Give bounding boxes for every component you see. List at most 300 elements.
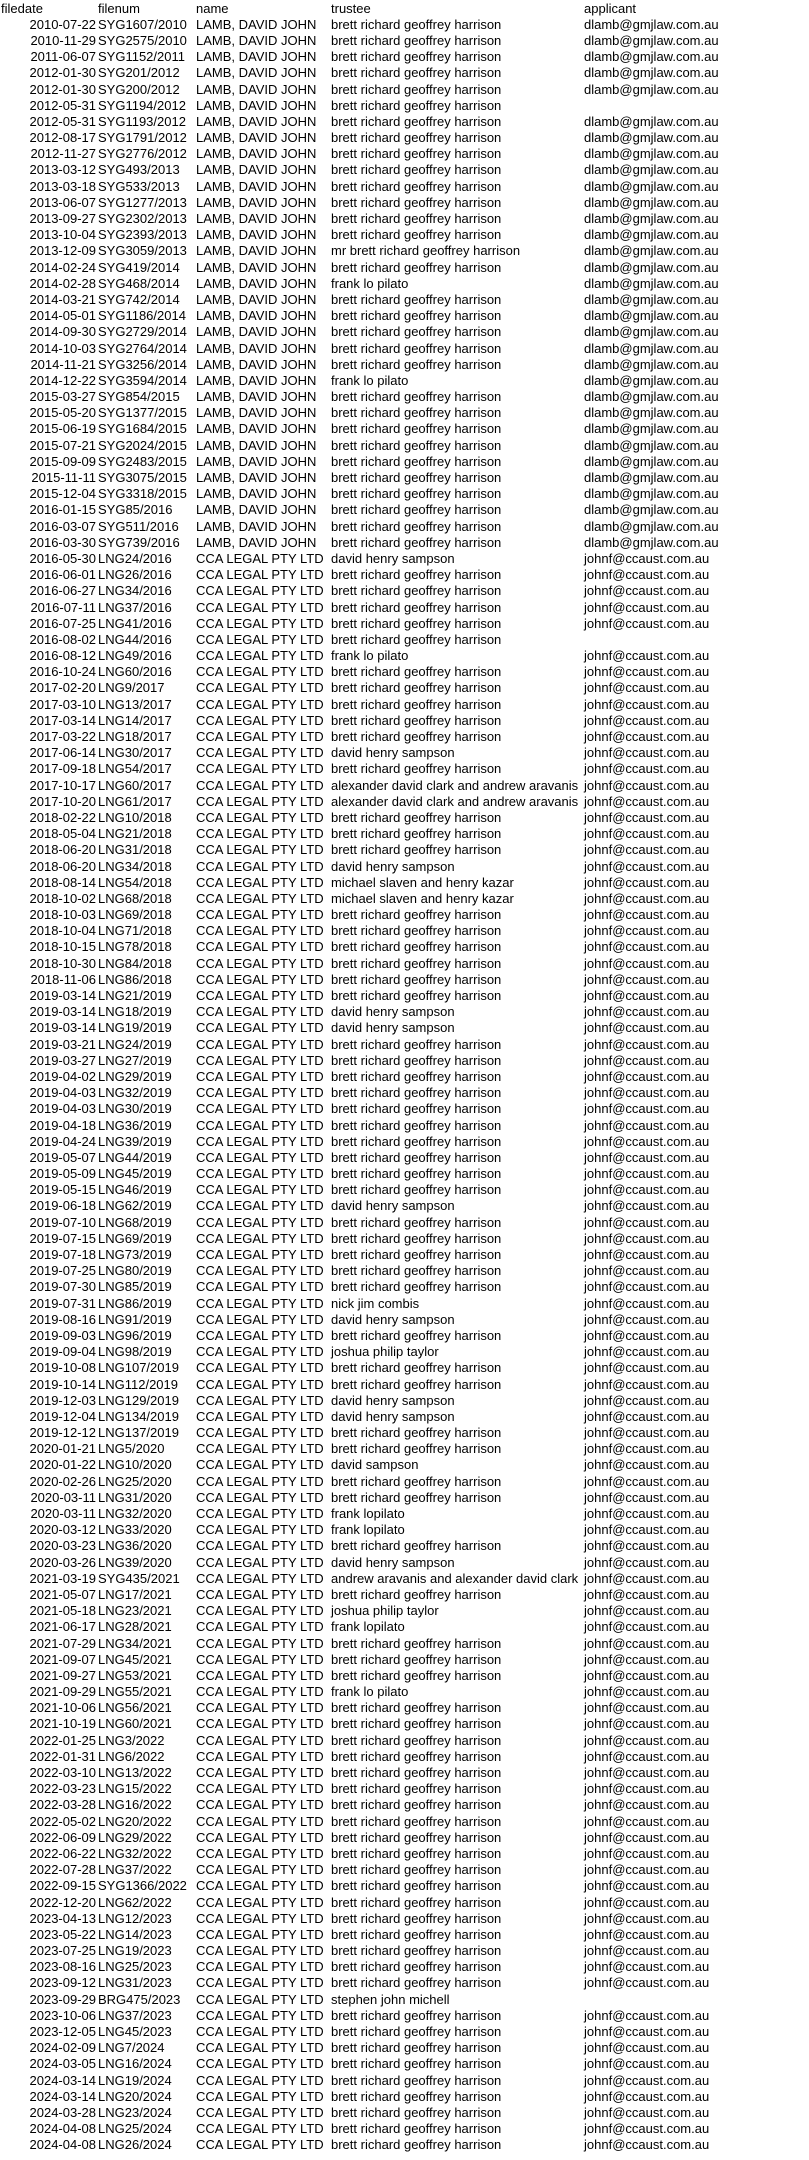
table-row (0, 308, 740, 324)
filenum-cell: LNG85/2019 (98, 1279, 172, 1295)
applicant-cell: johnf@ccaust.com.au (584, 1489, 710, 1505)
table-row (0, 615, 740, 631)
name-cell: LAMB, DAVID JOHN (196, 372, 317, 388)
trustee-cell: brett richard geoffrey harrison (331, 939, 502, 955)
name-cell: CCA LEGAL PTY LTD (196, 615, 324, 631)
table-row (0, 1004, 740, 1020)
name-cell: CCA LEGAL PTY LTD (196, 680, 324, 696)
trustee-cell: brett richard geoffrey harrison (331, 97, 502, 113)
filedate-cell: 2020-03-11 (30, 1506, 96, 1522)
filenum-cell: SYG511/2016 (98, 518, 179, 534)
filedate-cell: 2022-07-28 (29, 1862, 96, 1878)
applicant-cell: johnf@ccaust.com.au (584, 793, 710, 809)
filedate-cell: 2016-05-30 (29, 550, 96, 566)
name-cell: CCA LEGAL PTY LTD (196, 1198, 324, 1214)
name-cell: CCA LEGAL PTY LTD (196, 599, 324, 615)
trustee-cell: brett richard geoffrey harrison (331, 113, 502, 129)
name-cell: CCA LEGAL PTY LTD (196, 793, 324, 809)
trustee-cell: david henry sampson (331, 1408, 455, 1424)
table-row (0, 32, 740, 48)
trustee-cell: brett richard geoffrey harrison (331, 534, 502, 550)
table-row (0, 1392, 740, 1408)
applicant-cell: johnf@ccaust.com.au (584, 1182, 710, 1198)
trustee-cell: brett richard geoffrey harrison (331, 1230, 502, 1246)
table-row (0, 858, 740, 874)
name-cell: LAMB, DAVID JOHN (196, 259, 317, 275)
table-row (0, 1943, 740, 1959)
filenum-cell: LNG3/2022 (98, 1732, 165, 1748)
filenum-cell: LNG26/2024 (98, 2137, 172, 2153)
trustee-cell: brett richard geoffrey harrison (331, 680, 502, 696)
trustee-cell: brett richard geoffrey harrison (331, 1085, 502, 1101)
table-row (0, 1279, 740, 1295)
trustee-cell: brett richard geoffrey harrison (331, 1214, 502, 1230)
name-cell: CCA LEGAL PTY LTD (196, 2024, 324, 2040)
filenum-cell: LNG55/2021 (98, 1684, 172, 1700)
filenum-cell: LNG18/2019 (98, 1004, 172, 1020)
name-cell: CCA LEGAL PTY LTD (196, 2007, 324, 2023)
filenum-cell: LNG16/2024 (98, 2056, 172, 2072)
filenum-cell: LNG21/2018 (98, 826, 172, 842)
filedate-cell: 2024-04-08 (29, 2121, 96, 2137)
filedate-cell: 2015-12-04 (29, 486, 96, 502)
name-cell: CCA LEGAL PTY LTD (196, 988, 324, 1004)
trustee-cell: brett richard geoffrey harrison (331, 1651, 502, 1667)
table-row (0, 49, 740, 65)
filenum-cell: SYG2393/2013 (98, 227, 187, 243)
filenum-cell: LNG19/2019 (98, 1020, 172, 1036)
filenum-cell: LNG30/2019 (98, 1101, 172, 1117)
name-cell: CCA LEGAL PTY LTD (196, 1813, 324, 1829)
filenum-cell: LNG33/2020 (98, 1522, 172, 1538)
table-row (0, 1959, 740, 1975)
table-row (0, 1408, 740, 1424)
table-row (0, 1554, 740, 1570)
filenum-cell: LNG29/2019 (98, 1068, 172, 1084)
applicant-cell: johnf@ccaust.com.au (584, 1700, 710, 1716)
filedate-cell: 2014-02-28 (29, 275, 96, 291)
filedate-cell: 2018-10-30 (29, 955, 96, 971)
trustee-cell: mr brett richard geoffrey harrison (331, 243, 521, 259)
header-filenum: filenum (98, 0, 140, 16)
table-row (0, 1327, 740, 1343)
name-cell: CCA LEGAL PTY LTD (196, 1700, 324, 1716)
filenum-cell: LNG12/2023 (98, 1910, 172, 1926)
table-row (0, 567, 740, 583)
filenum-cell: SYG419/2014 (98, 259, 180, 275)
name-cell: CCA LEGAL PTY LTD (196, 729, 324, 745)
applicant-cell: johnf@ccaust.com.au (584, 2040, 710, 2056)
table-row (0, 130, 740, 146)
applicant-cell: johnf@ccaust.com.au (584, 1230, 710, 1246)
table-row (0, 1489, 740, 1505)
filedate-cell: 2022-03-10 (29, 1765, 96, 1781)
applicant-cell: johnf@ccaust.com.au (584, 1651, 710, 1667)
trustee-cell: brett richard geoffrey harrison (331, 2007, 502, 2023)
table-row (0, 65, 740, 81)
trustee-cell: frank lopilato (331, 1619, 405, 1635)
table-row (0, 1117, 740, 1133)
name-cell: CCA LEGAL PTY LTD (196, 907, 324, 923)
name-cell: CCA LEGAL PTY LTD (196, 1667, 324, 1683)
applicant-cell: dlamb@gmjlaw.com.au (584, 291, 719, 307)
applicant-cell: dlamb@gmjlaw.com.au (584, 389, 719, 405)
applicant-cell: johnf@ccaust.com.au (584, 1263, 710, 1279)
applicant-cell: johnf@ccaust.com.au (584, 1085, 710, 1101)
trustee-cell: brett richard geoffrey harrison (331, 1101, 502, 1117)
filedate-cell: 2015-09-09 (29, 453, 96, 469)
trustee-cell: brett richard geoffrey harrison (331, 1765, 502, 1781)
trustee-cell: brett richard geoffrey harrison (331, 1117, 502, 1133)
filenum-cell: SYG468/2014 (98, 275, 180, 291)
filedate-cell: 2019-04-02 (29, 1068, 96, 1084)
name-cell: CCA LEGAL PTY LTD (196, 842, 324, 858)
applicant-cell: dlamb@gmjlaw.com.au (584, 16, 719, 32)
trustee-cell: brett richard geoffrey harrison (331, 1781, 502, 1797)
filedate-cell: 2018-05-04 (29, 826, 96, 842)
applicant-cell: johnf@ccaust.com.au (584, 1473, 710, 1489)
trustee-cell: david henry sampson (331, 1554, 455, 1570)
name-cell: LAMB, DAVID JOHN (196, 340, 317, 356)
trustee-cell: brett richard geoffrey harrison (331, 1279, 502, 1295)
trustee-cell: david henry sampson (331, 745, 455, 761)
trustee-cell: david henry sampson (331, 550, 455, 566)
table-row (0, 1538, 740, 1554)
table-row (0, 372, 740, 388)
table-row (0, 1570, 740, 1586)
trustee-cell: brett richard geoffrey harrison (331, 923, 502, 939)
filedate-cell: 2012-08-17 (29, 130, 96, 146)
filedate-cell: 2020-03-23 (29, 1538, 96, 1554)
table-row (0, 1068, 740, 1084)
applicant-cell: johnf@ccaust.com.au (584, 1813, 710, 1829)
table-row (0, 1344, 740, 1360)
trustee-cell: joshua philip taylor (331, 1603, 439, 1619)
name-cell: CCA LEGAL PTY LTD (196, 1894, 324, 1910)
filenum-cell: SYG1277/2013 (98, 194, 187, 210)
table-row (0, 1845, 740, 1861)
applicant-cell: johnf@ccaust.com.au (584, 583, 710, 599)
filenum-cell: LNG37/2016 (98, 599, 172, 615)
table-row (0, 1748, 740, 1764)
applicant-cell: johnf@ccaust.com.au (584, 777, 710, 793)
name-cell: LAMB, DAVID JOHN (196, 291, 317, 307)
table-row (0, 793, 740, 809)
applicant-cell: johnf@ccaust.com.au (584, 907, 710, 923)
applicant-cell: dlamb@gmjlaw.com.au (584, 502, 719, 518)
name-cell: CCA LEGAL PTY LTD (196, 1425, 324, 1441)
trustee-cell: brett richard geoffrey harrison (331, 599, 502, 615)
filenum-cell: SYG2764/2014 (98, 340, 187, 356)
table-row (0, 874, 740, 890)
filenum-cell: LNG25/2024 (98, 2121, 172, 2137)
name-cell: CCA LEGAL PTY LTD (196, 874, 324, 890)
filenum-cell: LNG32/2022 (98, 1845, 172, 1861)
trustee-cell: brett richard geoffrey harrison (331, 1263, 502, 1279)
filedate-cell: 2014-09-30 (29, 324, 96, 340)
trustee-cell: brett richard geoffrey harrison (331, 1829, 502, 1845)
table-row (0, 1716, 740, 1732)
name-cell: CCA LEGAL PTY LTD (196, 1408, 324, 1424)
name-cell: CCA LEGAL PTY LTD (196, 1975, 324, 1991)
table-row (0, 1036, 740, 1052)
filedate-cell: 2019-03-27 (29, 1052, 96, 1068)
trustee-cell: brett richard geoffrey harrison (331, 1878, 502, 1894)
applicant-cell: dlamb@gmjlaw.com.au (584, 275, 719, 291)
name-cell: LAMB, DAVID JOHN (196, 81, 317, 97)
name-cell: CCA LEGAL PTY LTD (196, 1635, 324, 1651)
applicant-cell: johnf@ccaust.com.au (584, 2007, 710, 2023)
applicant-cell: johnf@ccaust.com.au (584, 1975, 710, 1991)
table-row (0, 1214, 740, 1230)
table-row (0, 1619, 740, 1635)
table-row (0, 1505, 740, 1521)
filenum-cell: LNG73/2019 (98, 1247, 172, 1263)
trustee-cell: brett richard geoffrey harrison (331, 1247, 502, 1263)
applicant-cell: johnf@ccaust.com.au (584, 648, 710, 664)
table-row (0, 745, 740, 761)
applicant-cell: johnf@ccaust.com.au (584, 1247, 710, 1263)
filedate-cell: 2014-10-03 (29, 340, 96, 356)
name-cell: CCA LEGAL PTY LTD (196, 1360, 324, 1376)
applicant-cell: johnf@ccaust.com.au (584, 1586, 710, 1602)
table-row (0, 1975, 740, 1991)
table-row (0, 809, 740, 825)
trustee-cell: nick jim combis (331, 1295, 420, 1311)
trustee-cell: brett richard geoffrey harrison (331, 1959, 502, 1975)
name-cell: CCA LEGAL PTY LTD (196, 1716, 324, 1732)
applicant-cell: dlamb@gmjlaw.com.au (584, 81, 719, 97)
header-row (0, 0, 740, 16)
name-cell: LAMB, DAVID JOHN (196, 178, 317, 194)
trustee-cell: brett richard geoffrey harrison (331, 955, 502, 971)
filenum-cell: LNG34/2021 (98, 1635, 172, 1651)
name-cell: CCA LEGAL PTY LTD (196, 890, 324, 906)
trustee-cell: brett richard geoffrey harrison (331, 567, 502, 583)
name-cell: CCA LEGAL PTY LTD (196, 550, 324, 566)
filedate-cell: 2021-09-29 (29, 1684, 96, 1700)
trustee-cell: brett richard geoffrey harrison (331, 1360, 502, 1376)
trustee-cell: brett richard geoffrey harrison (331, 356, 502, 372)
name-cell: CCA LEGAL PTY LTD (196, 1586, 324, 1602)
filenum-cell: LNG23/2024 (98, 2104, 172, 2120)
table-row (0, 1829, 740, 1845)
trustee-cell: brett richard geoffrey harrison (331, 1425, 502, 1441)
name-cell: CCA LEGAL PTY LTD (196, 971, 324, 987)
filenum-cell: LNG13/2022 (98, 1765, 172, 1781)
filedate-cell: 2016-06-01 (29, 567, 96, 583)
trustee-cell: brett richard geoffrey harrison (331, 1748, 502, 1764)
table-row (0, 680, 740, 696)
trustee-cell: brett richard geoffrey harrison (331, 2104, 502, 2120)
applicant-cell: johnf@ccaust.com.au (584, 1522, 710, 1538)
table-row (0, 1149, 740, 1165)
filedate-cell: 2016-08-12 (29, 648, 96, 664)
name-cell: CCA LEGAL PTY LTD (196, 1457, 324, 1473)
name-cell: LAMB, DAVID JOHN (196, 405, 317, 421)
applicant-cell: johnf@ccaust.com.au (584, 1004, 710, 1020)
name-cell: CCA LEGAL PTY LTD (196, 1732, 324, 1748)
applicant-cell: johnf@ccaust.com.au (584, 2072, 710, 2088)
trustee-cell: david henry sampson (331, 1311, 455, 1327)
filenum-cell: LNG45/2021 (98, 1651, 172, 1667)
applicant-cell: johnf@ccaust.com.au (584, 712, 710, 728)
name-cell: LAMB, DAVID JOHN (196, 194, 317, 210)
filedate-cell: 2015-03-27 (29, 389, 96, 405)
table-row (0, 389, 740, 405)
applicant-cell: dlamb@gmjlaw.com.au (584, 518, 719, 534)
filedate-cell: 2023-10-06 (29, 2007, 96, 2023)
trustee-cell: brett richard geoffrey harrison (331, 1894, 502, 1910)
applicant-cell: johnf@ccaust.com.au (584, 826, 710, 842)
trustee-cell: brett richard geoffrey harrison (331, 502, 502, 518)
name-cell: CCA LEGAL PTY LTD (196, 1020, 324, 1036)
name-cell: CCA LEGAL PTY LTD (196, 2104, 324, 2120)
table-row (0, 2072, 740, 2088)
applicant-cell (583, 1991, 740, 2007)
applicant-cell: dlamb@gmjlaw.com.au (584, 113, 719, 129)
trustee-cell: brett richard geoffrey harrison (331, 389, 502, 405)
filenum-cell: LNG31/2018 (98, 842, 172, 858)
name-cell: CCA LEGAL PTY LTD (196, 1910, 324, 1926)
name-cell: LAMB, DAVID JOHN (196, 32, 317, 48)
name-cell: LAMB, DAVID JOHN (196, 211, 317, 227)
filedate-cell: 2023-09-12 (29, 1975, 96, 1991)
filenum-cell: SYG1377/2015 (98, 405, 187, 421)
filedate-cell: 2018-10-03 (29, 907, 96, 923)
table-row (0, 291, 740, 307)
filenum-cell: LNG60/2021 (98, 1716, 172, 1732)
trustee-cell: brett richard geoffrey harrison (331, 65, 502, 81)
name-cell: CCA LEGAL PTY LTD (196, 1489, 324, 1505)
filenum-cell: LNG16/2022 (98, 1797, 172, 1813)
name-cell: CCA LEGAL PTY LTD (196, 2088, 324, 2104)
table-row (0, 275, 740, 291)
filenum-cell: LNG134/2019 (98, 1408, 179, 1424)
filedate-cell: 2023-04-13 (29, 1910, 96, 1926)
filenum-cell: LNG91/2019 (98, 1311, 172, 1327)
name-cell: CCA LEGAL PTY LTD (196, 955, 324, 971)
table-row (0, 939, 740, 955)
name-cell: CCA LEGAL PTY LTD (196, 1506, 324, 1522)
name-cell: LAMB, DAVID JOHN (196, 389, 317, 405)
filedate-cell: 2013-03-12 (29, 162, 96, 178)
applicant-cell: dlamb@gmjlaw.com.au (584, 453, 719, 469)
filedate-cell: 2020-01-22 (29, 1457, 96, 1473)
applicant-cell: dlamb@gmjlaw.com.au (584, 227, 719, 243)
filenum-cell: LNG7/2024 (98, 2040, 165, 2056)
trustee-cell: brett richard geoffrey harrison (331, 2121, 502, 2137)
applicant-cell: dlamb@gmjlaw.com.au (584, 130, 719, 146)
trustee-cell: andrew aravanis and alexander david clark (331, 1570, 579, 1586)
filedate-cell: 2019-09-04 (29, 1344, 96, 1360)
filedate-cell: 2020-03-11 (30, 1489, 96, 1505)
filedate-cell: 2019-04-24 (29, 1133, 96, 1149)
filedate-cell: 2019-05-07 (29, 1149, 96, 1165)
applicant-cell: johnf@ccaust.com.au (584, 2088, 710, 2104)
filenum-cell: SYG3256/2014 (98, 356, 187, 372)
applicant-cell: johnf@ccaust.com.au (584, 923, 710, 939)
filenum-cell: SYG2024/2015 (98, 437, 187, 453)
applicant-cell: johnf@ccaust.com.au (584, 2056, 710, 2072)
name-cell: CCA LEGAL PTY LTD (196, 1554, 324, 1570)
filedate-cell: 2016-10-24 (29, 664, 96, 680)
applicant-cell: johnf@ccaust.com.au (584, 1198, 710, 1214)
name-cell: CCA LEGAL PTY LTD (196, 1327, 324, 1343)
applicant-cell: johnf@ccaust.com.au (584, 1716, 710, 1732)
name-cell: CCA LEGAL PTY LTD (196, 777, 324, 793)
table-row (0, 842, 740, 858)
name-cell: CCA LEGAL PTY LTD (196, 1829, 324, 1845)
name-cell: LAMB, DAVID JOHN (196, 49, 317, 65)
name-cell: LAMB, DAVID JOHN (196, 518, 317, 534)
table-row (0, 259, 740, 275)
name-cell: CCA LEGAL PTY LTD (196, 2121, 324, 2137)
filenum-cell: LNG32/2019 (98, 1085, 172, 1101)
applicant-cell: johnf@ccaust.com.au (584, 1376, 710, 1392)
filedate-cell: 2020-03-12 (29, 1522, 96, 1538)
trustee-cell: brett richard geoffrey harrison (331, 2072, 502, 2088)
trustee-cell: brett richard geoffrey harrison (331, 2056, 502, 2072)
name-cell: LAMB, DAVID JOHN (196, 146, 317, 162)
trustee-cell: brett richard geoffrey harrison (331, 664, 502, 680)
filedate-cell: 2024-03-14 (29, 2072, 96, 2088)
filedate-cell: 2013-03-18 (29, 178, 96, 194)
filedate-cell: 2019-06-18 (29, 1198, 96, 1214)
applicant-cell: johnf@ccaust.com.au (584, 2137, 710, 2153)
filenum-cell: SYG1194/2012 (98, 97, 186, 113)
filenum-cell: SYG2302/2013 (98, 211, 187, 227)
applicant-cell: dlamb@gmjlaw.com.au (584, 32, 719, 48)
table-row (0, 1926, 740, 1942)
filedate-cell: 2018-06-20 (29, 858, 96, 874)
applicant-cell: johnf@ccaust.com.au (584, 1506, 710, 1522)
applicant-cell: johnf@ccaust.com.au (584, 1554, 710, 1570)
trustee-cell: brett richard geoffrey harrison (331, 308, 502, 324)
applicant-cell: johnf@ccaust.com.au (584, 1943, 710, 1959)
filedate-cell: 2015-07-21 (29, 437, 96, 453)
trustee-cell: frank lopilato (331, 1506, 405, 1522)
applicant-cell: johnf@ccaust.com.au (584, 1392, 710, 1408)
filenum-cell: LNG44/2016 (98, 631, 172, 647)
applicant-cell: dlamb@gmjlaw.com.au (584, 486, 719, 502)
name-cell: CCA LEGAL PTY LTD (196, 1068, 324, 1084)
trustee-cell: brett richard geoffrey harrison (331, 761, 502, 777)
name-cell: LAMB, DAVID JOHN (196, 356, 317, 372)
filedate-cell: 2017-02-20 (29, 680, 96, 696)
filenum-cell: LNG62/2022 (98, 1894, 172, 1910)
filenum-cell: LNG54/2017 (98, 761, 172, 777)
filedate-cell: 2019-03-14 (29, 988, 96, 1004)
filedate-cell: 2019-08-16 (29, 1311, 96, 1327)
table-row (0, 890, 740, 906)
name-cell: CCA LEGAL PTY LTD (196, 761, 324, 777)
table-row (0, 1360, 740, 1376)
trustee-cell: brett richard geoffrey harrison (331, 1700, 502, 1716)
trustee-cell: alexander david clark and andrew aravanis (331, 777, 579, 793)
filenum-cell: LNG34/2016 (98, 583, 172, 599)
table-row (0, 1473, 740, 1489)
table-row (0, 971, 740, 987)
applicant-cell: johnf@ccaust.com.au (584, 550, 710, 566)
filedate-cell: 2022-09-15 (29, 1878, 96, 1894)
table-row (0, 550, 740, 566)
trustee-cell: brett richard geoffrey harrison (331, 486, 502, 502)
trustee-cell: brett richard geoffrey harrison (331, 1943, 502, 1959)
trustee-cell: brett richard geoffrey harrison (331, 1133, 502, 1149)
filenum-cell: LNG107/2019 (98, 1360, 179, 1376)
applicant-cell: johnf@ccaust.com.au (584, 1344, 710, 1360)
